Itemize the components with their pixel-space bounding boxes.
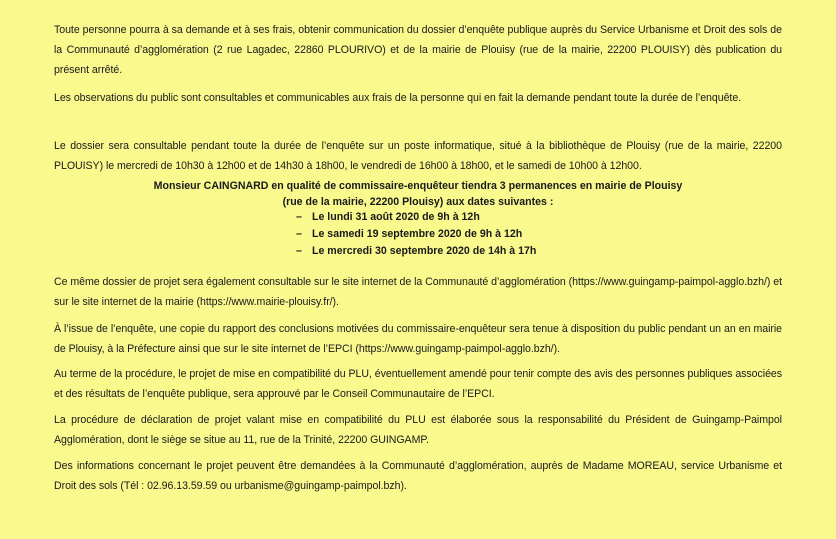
bullet-dash: – [296,211,302,223]
paragraph-rapport: À l’issue de l’enquête, une copie du rapport des conclusions motivées du commissaire-enquêteur sera tenue à disposition du public pendant un an en mairie de Plouisy, à la Préfecture ainsi que sur le site internet de l’EPCI (https://www.guingamp-paimpol-agglo.bzh/). [54,323,782,355]
list-item [296,226,536,243]
paragraph-informations: Des informations concernant le projet peuvent être demandées à la Communauté d’agglomération, auprès de Madame MOREAU, service Urbanisme et Droit des sols (Tél : 02.96.13.59.59 ou urbanisme@guingamp-paimpol.bzh). [54,460,782,492]
bullet-dash: – [296,228,302,240]
permanences-list [296,209,536,260]
paragraph-declaration: La procédure de déclaration de projet valant mise en compatibilité du PLU est élaborée sous la responsabilité du Président de Guingamp-Paimpol Agglomération, dont le siège se situe au 11, rue de la Trinité, 22200 GUINGAMP. [54,414,782,446]
permanence-date: Le samedi 19 septembre 2020 de 9h à 12h [312,228,523,240]
bullet-dash: – [296,245,302,257]
list-item [296,209,536,226]
permanences-heading-line-2: (rue de la mairie, 22200 Plouisy) aux dates suivantes : [282,196,554,208]
permanence-date: Le mercredi 30 septembre 2020 de 14h à 17h [312,245,537,257]
paragraph-communication: Toute personne pourra à sa demande et à ses frais, obtenir communication du dossier d’enquête publique auprès du Service Urbanisme et Droit des sols de la Communauté d’agglomération (2 rue Lagadec, 22860 PLOURIVO) et de la mairie de Plouisy (rue de la mairie, 22200 PLOUISY) dès publication du présent arrêté. [54,24,782,76]
paragraph-consultation: Le dossier sera consultable pendant toute la durée de l’enquête sur un poste informatique, situé à la bibliothèque de Plouisy (rue de la mairie, 22200 PLOUISY) le mercredi de 10h30 à 12h00 et de 14h30 à 18h00, le vendredi de 16h00 à 18h00, et le samedi de 10h00 à 12h00. [54,140,782,172]
paragraph-procedure: Au terme de la procédure, le projet de mise en compatibilité du PLU, éventuellement amendé pour tenir compte des avis des personnes publiques associées et des résultats de l’enquête publique, sera approuvé par le Conseil Communautaire de l’EPCI. [54,368,782,400]
list-item [296,243,536,260]
paragraph-observations: Les observations du public sont consultables et communicables aux frais de la personne qui en fait la demande pendant toute la durée de l’enquête. [54,92,742,104]
permanences-heading [54,176,782,212]
paragraph-website: Ce même dossier de projet sera également consultable sur le site internet de la Communauté d’agglomération (https://www.guingamp-paimpol-agglo.bzh/) et sur le site internet de la mairie (https://www.mairie-plouisy.fr/). [54,276,782,308]
permanence-date: Le lundi 31 août 2020 de 9h à 12h [312,211,480,223]
permanences-heading-line-1: Monsieur CAINGNARD en qualité de commissaire-enquêteur tiendra 3 permanences en mairie de Plouisy [153,180,683,192]
